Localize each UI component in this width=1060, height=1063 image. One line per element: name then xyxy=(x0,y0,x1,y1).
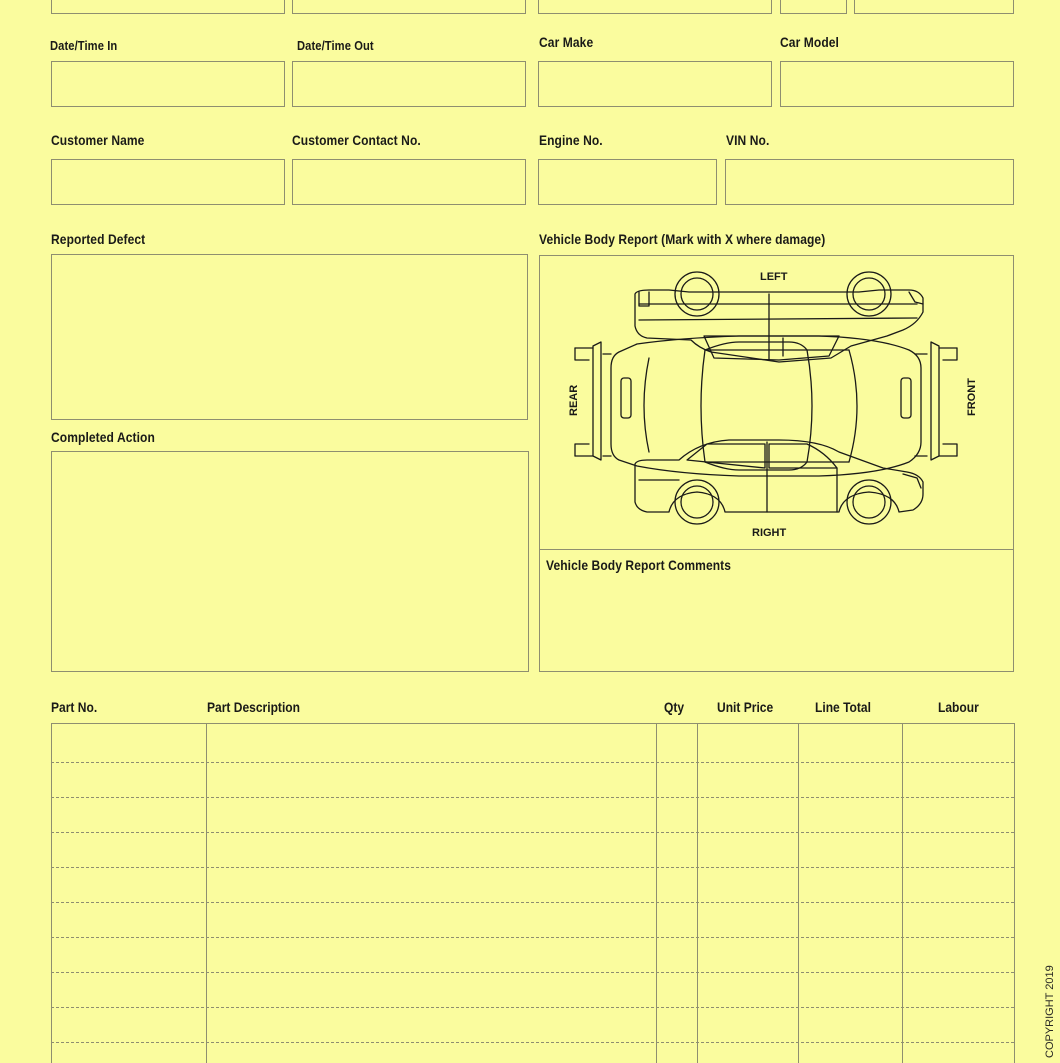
car-model-label: Car Model xyxy=(780,34,839,50)
col-header-labour: Labour xyxy=(938,699,979,715)
date-time-in-field[interactable] xyxy=(51,61,285,107)
date-time-out-label: Date/Time Out xyxy=(297,38,374,53)
vin-no-label: VIN No. xyxy=(726,132,770,148)
table-row-lines xyxy=(51,763,1015,1043)
car-model-field[interactable] xyxy=(780,61,1014,107)
date-time-out-field[interactable] xyxy=(292,61,526,107)
completed-action-field[interactable] xyxy=(51,451,529,672)
car-outline-diagram[interactable] xyxy=(539,256,1014,548)
top-field-1[interactable] xyxy=(51,0,285,14)
car-left-side-view xyxy=(635,272,923,362)
col-header-qty: Qty xyxy=(664,699,685,715)
date-time-in-label: Date/Time In xyxy=(50,38,118,53)
reported-defect-field[interactable] xyxy=(51,254,528,420)
top-field-2[interactable] xyxy=(292,0,526,14)
customer-name-field[interactable] xyxy=(51,159,285,205)
top-field-5[interactable] xyxy=(854,0,1014,14)
vehicle-body-report-label: Vehicle Body Report (Mark with X where damage) xyxy=(539,231,826,247)
copyright-notice: COPYRIGHT 2019 xyxy=(1044,965,1056,1058)
car-make-label: Car Make xyxy=(539,34,594,50)
vehicle-body-comments-label: Vehicle Body Report Comments xyxy=(546,557,732,573)
col-header-part-description: Part Description xyxy=(207,699,301,715)
vehicle-body-comments-field[interactable] xyxy=(541,578,1012,670)
vin-no-field[interactable] xyxy=(725,159,1014,205)
col-header-line-total: Line Total xyxy=(815,699,871,715)
customer-contact-label: Customer Contact No. xyxy=(292,132,421,148)
vehicle-body-comments-divider xyxy=(539,549,1014,550)
top-field-4[interactable] xyxy=(780,0,847,14)
car-top-view xyxy=(575,336,957,476)
diagram-label-right: RIGHT xyxy=(752,527,787,539)
engine-no-label: Engine No. xyxy=(539,132,603,148)
customer-contact-field[interactable] xyxy=(292,159,526,205)
car-right-side-view xyxy=(635,440,923,524)
parts-table[interactable] xyxy=(51,723,1015,1063)
car-make-field[interactable] xyxy=(538,61,772,107)
col-header-part-no: Part No. xyxy=(51,699,98,715)
diagram-label-rear: REAR xyxy=(568,384,580,416)
top-field-3[interactable] xyxy=(538,0,772,14)
reported-defect-label: Reported Defect xyxy=(51,231,146,247)
engine-no-field[interactable] xyxy=(538,159,717,205)
completed-action-label: Completed Action xyxy=(51,429,155,445)
col-header-unit-price: Unit Price xyxy=(717,699,774,715)
diagram-label-front: FRONT xyxy=(966,378,978,416)
customer-name-label: Customer Name xyxy=(51,132,145,148)
diagram-label-left: LEFT xyxy=(760,271,788,283)
